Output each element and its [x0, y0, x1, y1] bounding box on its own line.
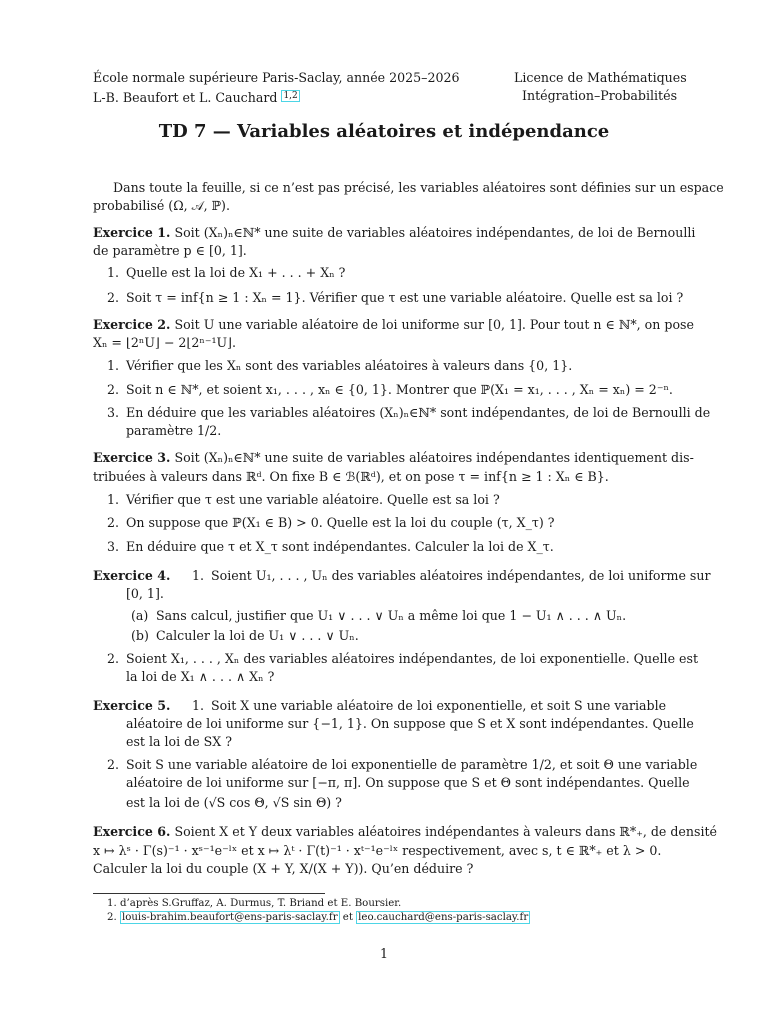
exercise-1-item-text: Soit τ = inf{n ≥ 1 : Xₙ = 1}. Vérifier que τ est une variable aléatoire. Quelle est sa loi ? [126, 290, 684, 305]
exercise-3-line-1 [93, 448, 694, 468]
footnote-refs-link[interactable]: 1,2 [283, 91, 298, 101]
footnote-2-num: 2. [107, 912, 117, 923]
exercise-6-line-1 [93, 822, 717, 842]
exercise-1-line-1 [93, 223, 695, 243]
exercise-1-text-1: Soit (Xₙ)ₙ∈ℕ* une suite de variables aléatoires indépendantes, de loi de Bernoulli [174, 225, 696, 240]
email-link-cauchard[interactable]: leo.cauchard@ens-paris-saclay.fr [358, 912, 529, 923]
exercise-4-subitem-num: (b) [131, 628, 149, 643]
exercise-6-label: Exercice 6. [93, 824, 171, 839]
header-institution: École normale supérieure Paris-Saclay, année 2025–2026 [93, 70, 460, 85]
exercise-6-line-3: Calculer la loi du couple (X + Y, X/(X + Y)). Qu’en déduire ? [93, 861, 474, 876]
exercise-2-line-2: Xₙ = ⌊2ⁿU⌋ − 2⌊2ⁿ⁻¹U⌋. [93, 335, 237, 350]
exercise-6-line-2: x ↦ λˢ · Γ(s)⁻¹ · xˢ⁻¹e⁻ˡˣ et x ↦ λᵗ · Γ(t)⁻¹ · xᵗ⁻¹e⁻ˡˣ respectivement, avec s, t ∈ ℝ*₊ et λ > 0. [93, 843, 662, 858]
header-course: Licence de Mathématiques [514, 70, 687, 85]
exercise-3-line-2: tribuées à valeurs dans ℝᵈ. On fixe B ∈ ℬ(ℝᵈ), et on pose τ = inf{n ≥ 1 : Xₙ ∈ B}. [93, 469, 609, 484]
exercise-4-item-text: Soient X₁, . . . , Xₙ des variables aléatoires indépendantes, de loi exponentielle. Quelle est [126, 651, 699, 666]
footnote-2 [107, 911, 530, 924]
exercise-5-item-text: est la loi de SX ? [126, 734, 233, 749]
exercise-4-item-text: [0, 1]. [126, 586, 164, 601]
exercise-3-item-num: 1. [107, 492, 120, 507]
exercise-1-item-num: 1. [107, 265, 120, 280]
exercise-5-item-text: est la loi de (√S cos Θ, √S sin Θ) ? [126, 795, 342, 810]
header-authors-text: L-B. Beaufort et L. Cauchard [93, 90, 278, 105]
exercise-2-item-num: 2. [107, 382, 120, 397]
exercise-4-label: Exercice 4. [93, 568, 171, 583]
exercise-1-item-text: Quelle est la loi de X₁ + . . . + Xₙ ? [126, 265, 346, 280]
exercise-4-subitem-text: Calculer la loi de U₁ ∨ . . . ∨ Uₙ. [156, 628, 359, 643]
header-authors [93, 87, 300, 107]
intro-line-2: probabilisé (Ω, 𝒜, ℙ). [93, 198, 230, 213]
exercise-3-label: Exercice 3. [93, 450, 171, 465]
exercise-2-line-1 [93, 315, 694, 335]
exercise-3-item-text: Vérifier que τ est une variable aléatoire. Quelle est sa loi ? [126, 492, 500, 507]
exercise-2-label: Exercice 2. [93, 317, 171, 332]
exercise-1-line-2: de paramètre p ∈ [0, 1]. [93, 243, 247, 258]
exercise-4-item-num: 1. [192, 568, 205, 583]
exercise-5-item-text: aléatoire de loi uniforme sur [−π, π]. On suppose que S et Θ sont indépendantes. Quelle [126, 775, 690, 790]
exercise-5-item-text: Soit S une variable aléatoire de loi exponentielle de paramètre 1/2, et soit Θ une variable [126, 757, 698, 772]
exercise-2-item-text: En déduire que les variables aléatoires (Xₙ)ₙ∈ℕ* sont indépendantes, de loi de Bernoulli de [126, 405, 711, 420]
footnote-1-text: d’après S.Gruffaz, A. Durmus, T. Briand et E. Boursier. [119, 898, 402, 909]
exercise-1-label: Exercice 1. [93, 225, 171, 240]
exercise-2-item-text: Soit n ∈ ℕ*, et soient x₁, . . . , xₙ ∈ {0, 1}. Montrer que ℙ(X₁ = x₁, . . . , Xₙ = xₙ) = 2⁻ⁿ. [126, 382, 673, 397]
exercise-2-item-num: 3. [107, 405, 120, 420]
footnote-1-num: 1. [107, 898, 117, 909]
page-number: 1 [380, 946, 389, 961]
exercise-2-item-text: paramètre 1/2. [126, 423, 222, 438]
exercise-1-item-num: 2. [107, 290, 120, 305]
exercise-3-text-1: Soit (Xₙ)ₙ∈ℕ* une suite de variables aléatoires indépendantes identiquement dis- [174, 450, 694, 465]
footnote-rule [93, 893, 325, 894]
exercise-4-subitem-num: (a) [131, 608, 149, 623]
exercise-3-item-num: 2. [107, 515, 120, 530]
exercise-2-item-num: 1. [107, 358, 120, 373]
exercise-3-item-num: 3. [107, 539, 120, 554]
exercise-5-label: Exercice 5. [93, 698, 171, 713]
header-subject: Intégration–Probabilités [522, 88, 678, 103]
exercise-5-item-text: Soit X une variable aléatoire de loi exponentielle, et soit S une variable [211, 698, 667, 713]
exercise-5-item-num: 1. [192, 698, 205, 713]
exercise-4-item-text: Soient U₁, . . . , Uₙ des variables aléatoires indépendantes, de loi uniforme sur [211, 568, 711, 583]
email-link-beaufort[interactable]: louis-brahim.beaufort@ens-paris-saclay.fr [121, 912, 338, 923]
exercise-4-subitem-text: Sans calcul, justifier que U₁ ∨ . . . ∨ Uₙ a même loi que 1 − U₁ ∧ . . . ∧ Uₙ. [156, 608, 627, 623]
exercise-4-item-num: 2. [107, 651, 120, 666]
exercise-6-text-1: Soient X et Y deux variables aléatoires indépendantes à valeurs dans ℝ*₊, de densité [174, 824, 717, 839]
page-title: TD 7 — Variables aléatoires et indépendance [158, 121, 610, 142]
exercise-4-item-text: la loi de X₁ ∧ . . . ∧ Xₙ ? [126, 669, 275, 684]
footnote-2-sep: et [339, 912, 357, 923]
intro-line-1: Dans toute la feuille, si ce n’est pas précisé, les variables aléatoires sont définies sur un espace [113, 180, 724, 195]
exercise-5-item-text: aléatoire de loi uniforme sur {−1, 1}. On suppose que S et X sont indépendantes. Quelle [126, 716, 694, 731]
footnote-1 [107, 897, 401, 910]
exercise-3-item-text: On suppose que ℙ(X₁ ∈ B) > 0. Quelle est la loi du couple (τ, X_τ) ? [126, 515, 555, 530]
exercise-5-item-num: 2. [107, 757, 120, 772]
exercise-2-text-1: Soit U une variable aléatoire de loi uniforme sur [0, 1]. Pour tout n ∈ ℕ*, on pose [174, 317, 694, 332]
exercise-2-item-text: Vérifier que les Xₙ sont des variables aléatoires à valeurs dans {0, 1}. [126, 358, 573, 373]
exercise-3-item-text: En déduire que τ et X_τ sont indépendantes. Calculer la loi de X_τ. [126, 539, 554, 554]
